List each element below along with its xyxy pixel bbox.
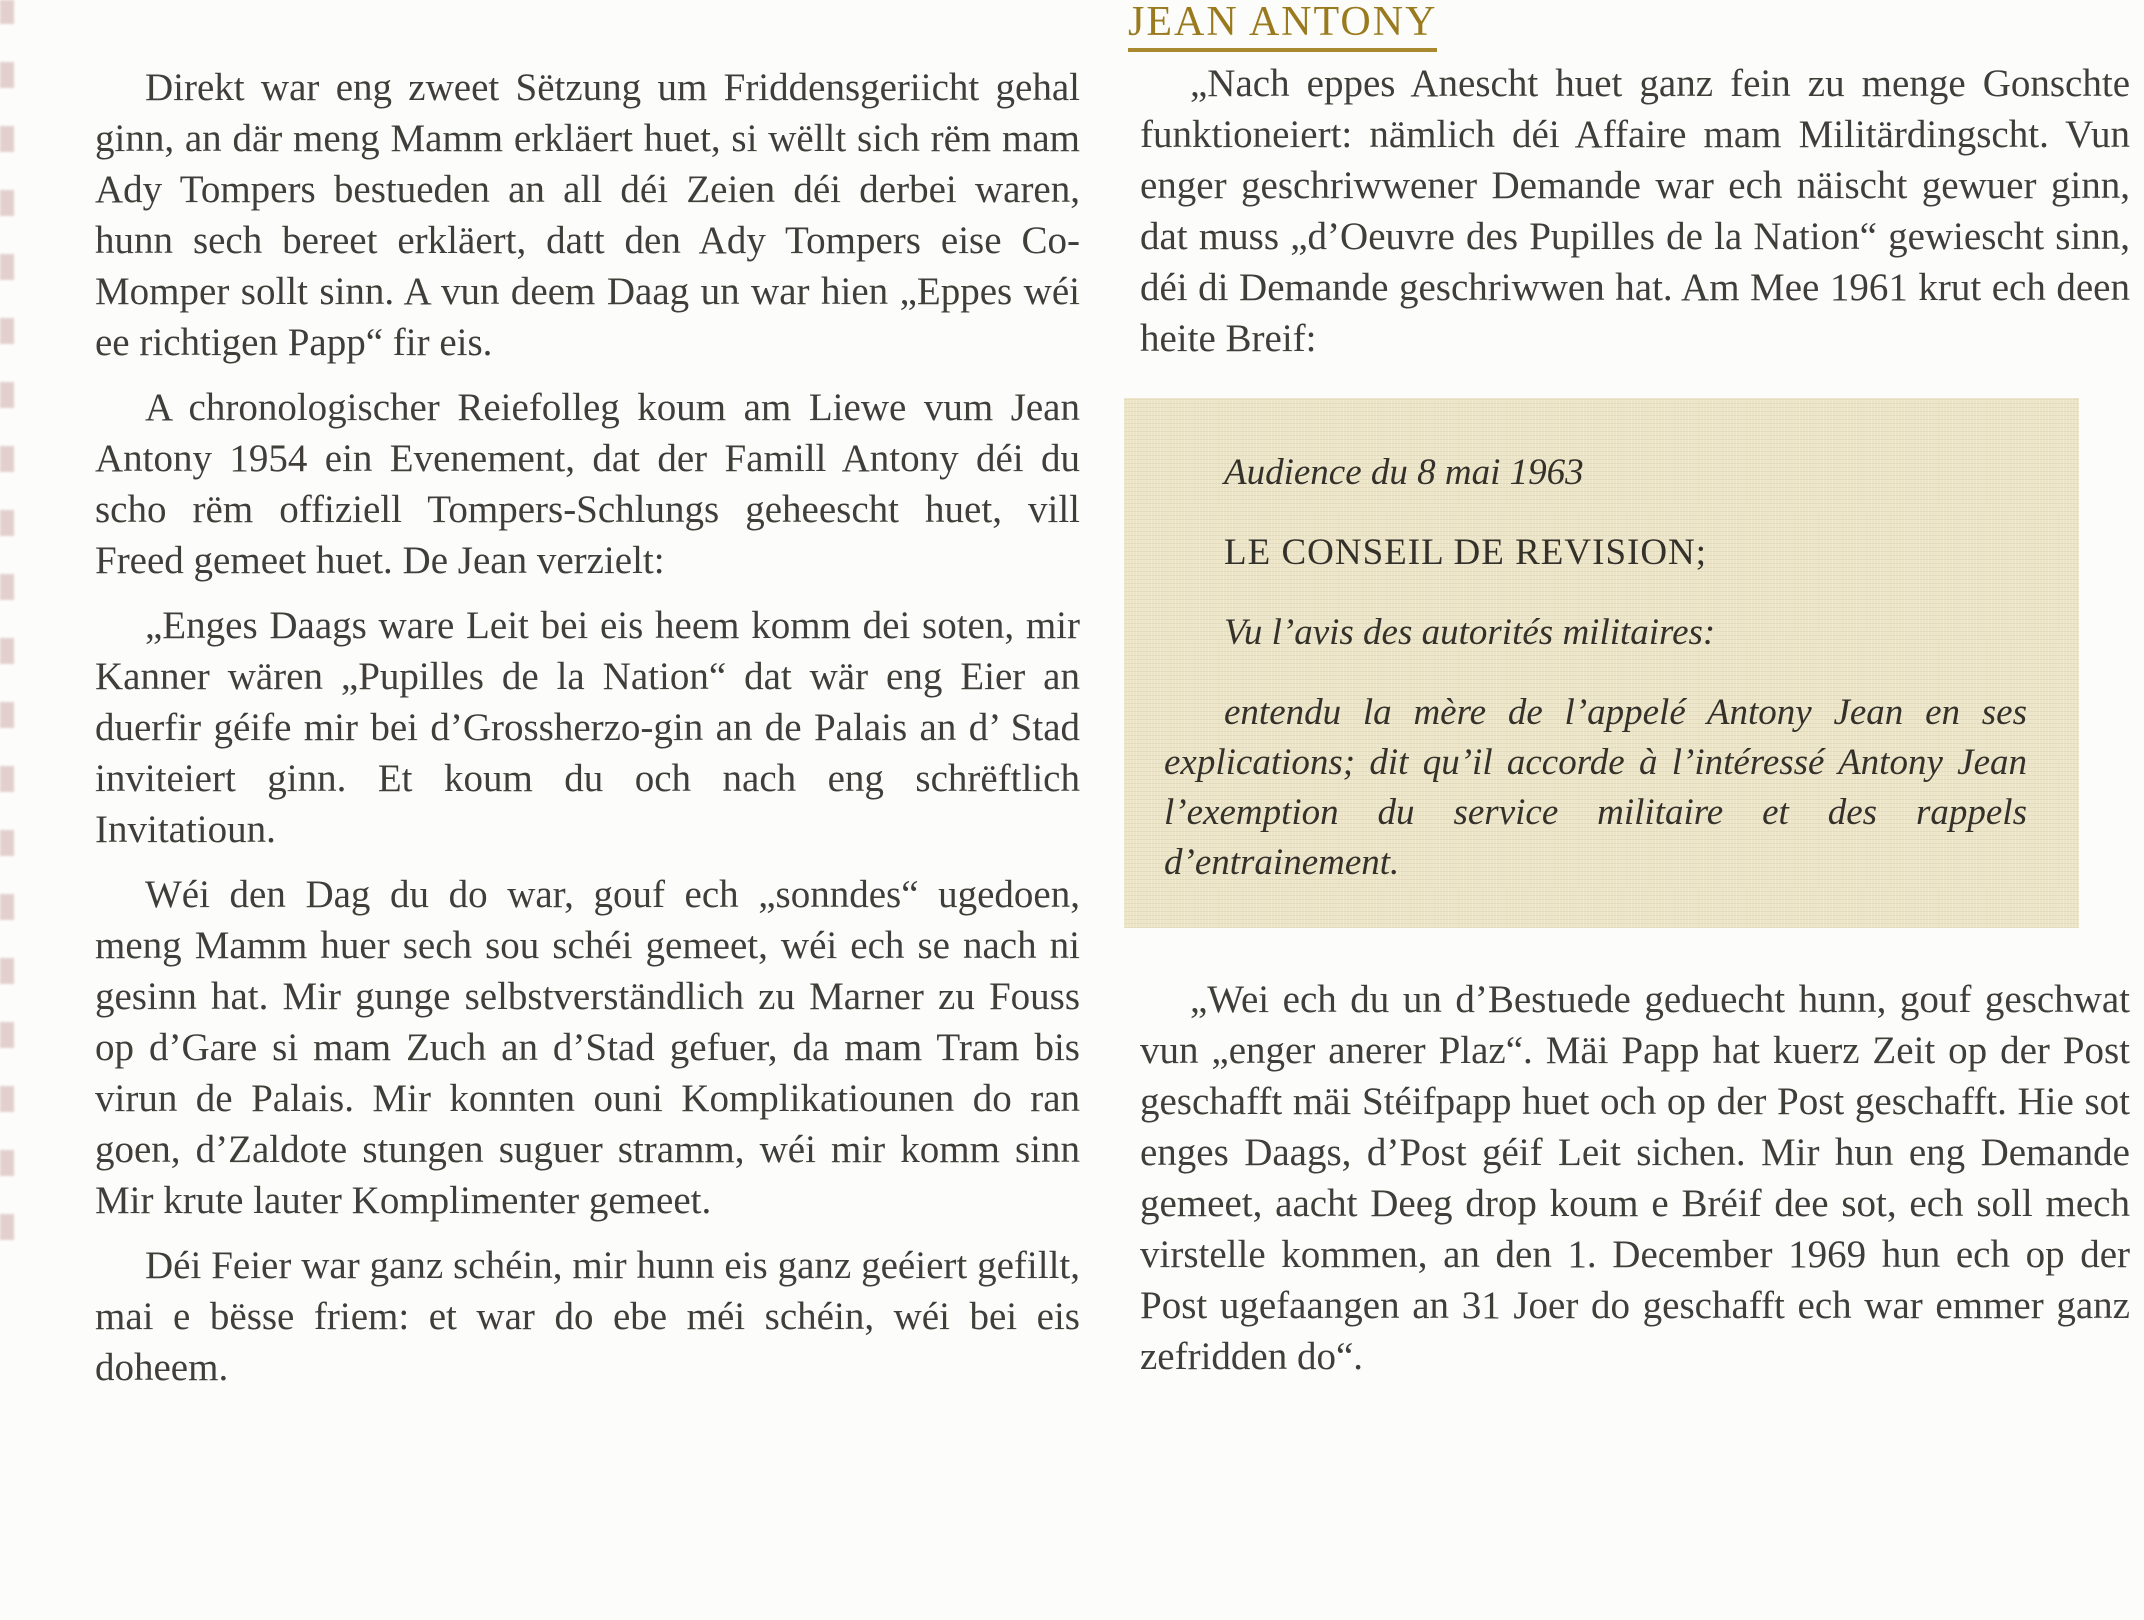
paragraph-friddensgeriicht: Direkt war eng zweet Sëtzung um Friddensgeriicht gehal ginn, an där meng Mamm erkläert huet, si wëllt sich rëm mam Ady Tompers bestueden an all déi Zeien déi derbei waren, hunn sech bereet erkläert, datt den Ady Tompers eise Co-Momper sollt sinn. A vun deem Daag un war hien „Eppes wéi ee richtigen Papp“ fir eis.	[95, 66, 1080, 364]
paragraph-pupilles-invitation: „Enges Daags ware Leit bei eis heem komm dei soten, mir Kanner wären „Pupilles de la Nation“ dat wär eng Eier an duerfir géife mir bei d’Grossherzo-gin an de Palais an d’ Stad inviteiert ginn. Et koum du och nach eng schrëftlich Invitatioun.	[95, 604, 1080, 851]
paragraph-evenement-1954: A chronologischer Reiefolleg koum am Liewe vum Jean Antony 1954 ein Evenement, dat der Famill Antony déi du scho rëm offiziell Tompers-Schlungs geheescht huet, vill Freed gemeet huet. De Jean verzielt:	[95, 386, 1080, 582]
page-title: JEAN ANTONY	[1128, 0, 1437, 52]
box-vu-avis-line: Vu l’avis des autorités militaires:	[1224, 612, 1716, 653]
paragraph-militaerdingscht: „Nach eppes Anescht huet ganz fein zu menge Gonschte funktioneiert: nämlich déi Affaire mam Militärdingscht. Vun enger geschriwwener Demande war ech näischt gewuer ginn, dat muss „d’Oeuvre des Pupilles de la Nation“ gewiescht sinn, déi di Demande geschriwwen hat. Am Mee 1961 krut ech deen heite Breif:	[1140, 62, 2130, 360]
paragraph-feier: Déi Feier war ganz schéin, mir hunn eis ganz geéiert gefillt, mai e bësse friem: et war do ebe méi schéin, wéi bei eis doheem.	[95, 1244, 1080, 1389]
paragraph-palais-visit: Wéi den Dag du do war, gouf ech „sonndes“ ugedoen, meng Mamm huer sech sou schéi gemeet, wéi ech se nach ni gesinn hat. Mir gunge selbstverständlich zu Marner zu Fouss op d’Gare si mam Zuch an d’Stad gefuer, da mam Tram bis virun de Palais. Mir konnten ouni Komplikatiounen do ran goen, d’Zaldote stungen suguer stramm, wéi mir komm sinn Mir krute lauter Komplimenter gemeet.	[95, 873, 1080, 1222]
page-header	[1128, 0, 1437, 52]
scan-edge-artifact	[0, 0, 14, 1240]
box-audience-line: Audience du 8 mai 1963	[1224, 452, 1584, 493]
paragraph-post-career: „Wei ech du un d’Bestuede geduecht hunn, gouf geschwat vun „enger anerer Plaz“. Mäi Papp hat kuerz Zeit op der Post geschafft mäi Stéifpapp huet och op der Post geschafft. Hie sot enges Daags, d’Post géif Leit sichen. Mir hun eng Demande gemeet, aacht Deeg drop koum e Bréif dee sot, ech soll mech virstelle kommen, an den 1. December 1969 hun ech op der Post ugefaangen an 31 Joer do geschafft ech war emmer ganz zefridden do“.	[1140, 978, 2130, 1378]
left-column	[95, 62, 1080, 1407]
box-decision-line: entendu la mère de l’appelé Antony Jean en ses explications; dit qu’il accorde à l’intéressé Antony Jean l’exemption du service militaire et des rappels d’entrainement.	[1164, 692, 2027, 883]
box-council-line: LE CONSEIL DE REVISION;	[1224, 532, 1708, 573]
court-decision-box	[1124, 398, 2079, 928]
right-column	[1140, 58, 2130, 1396]
